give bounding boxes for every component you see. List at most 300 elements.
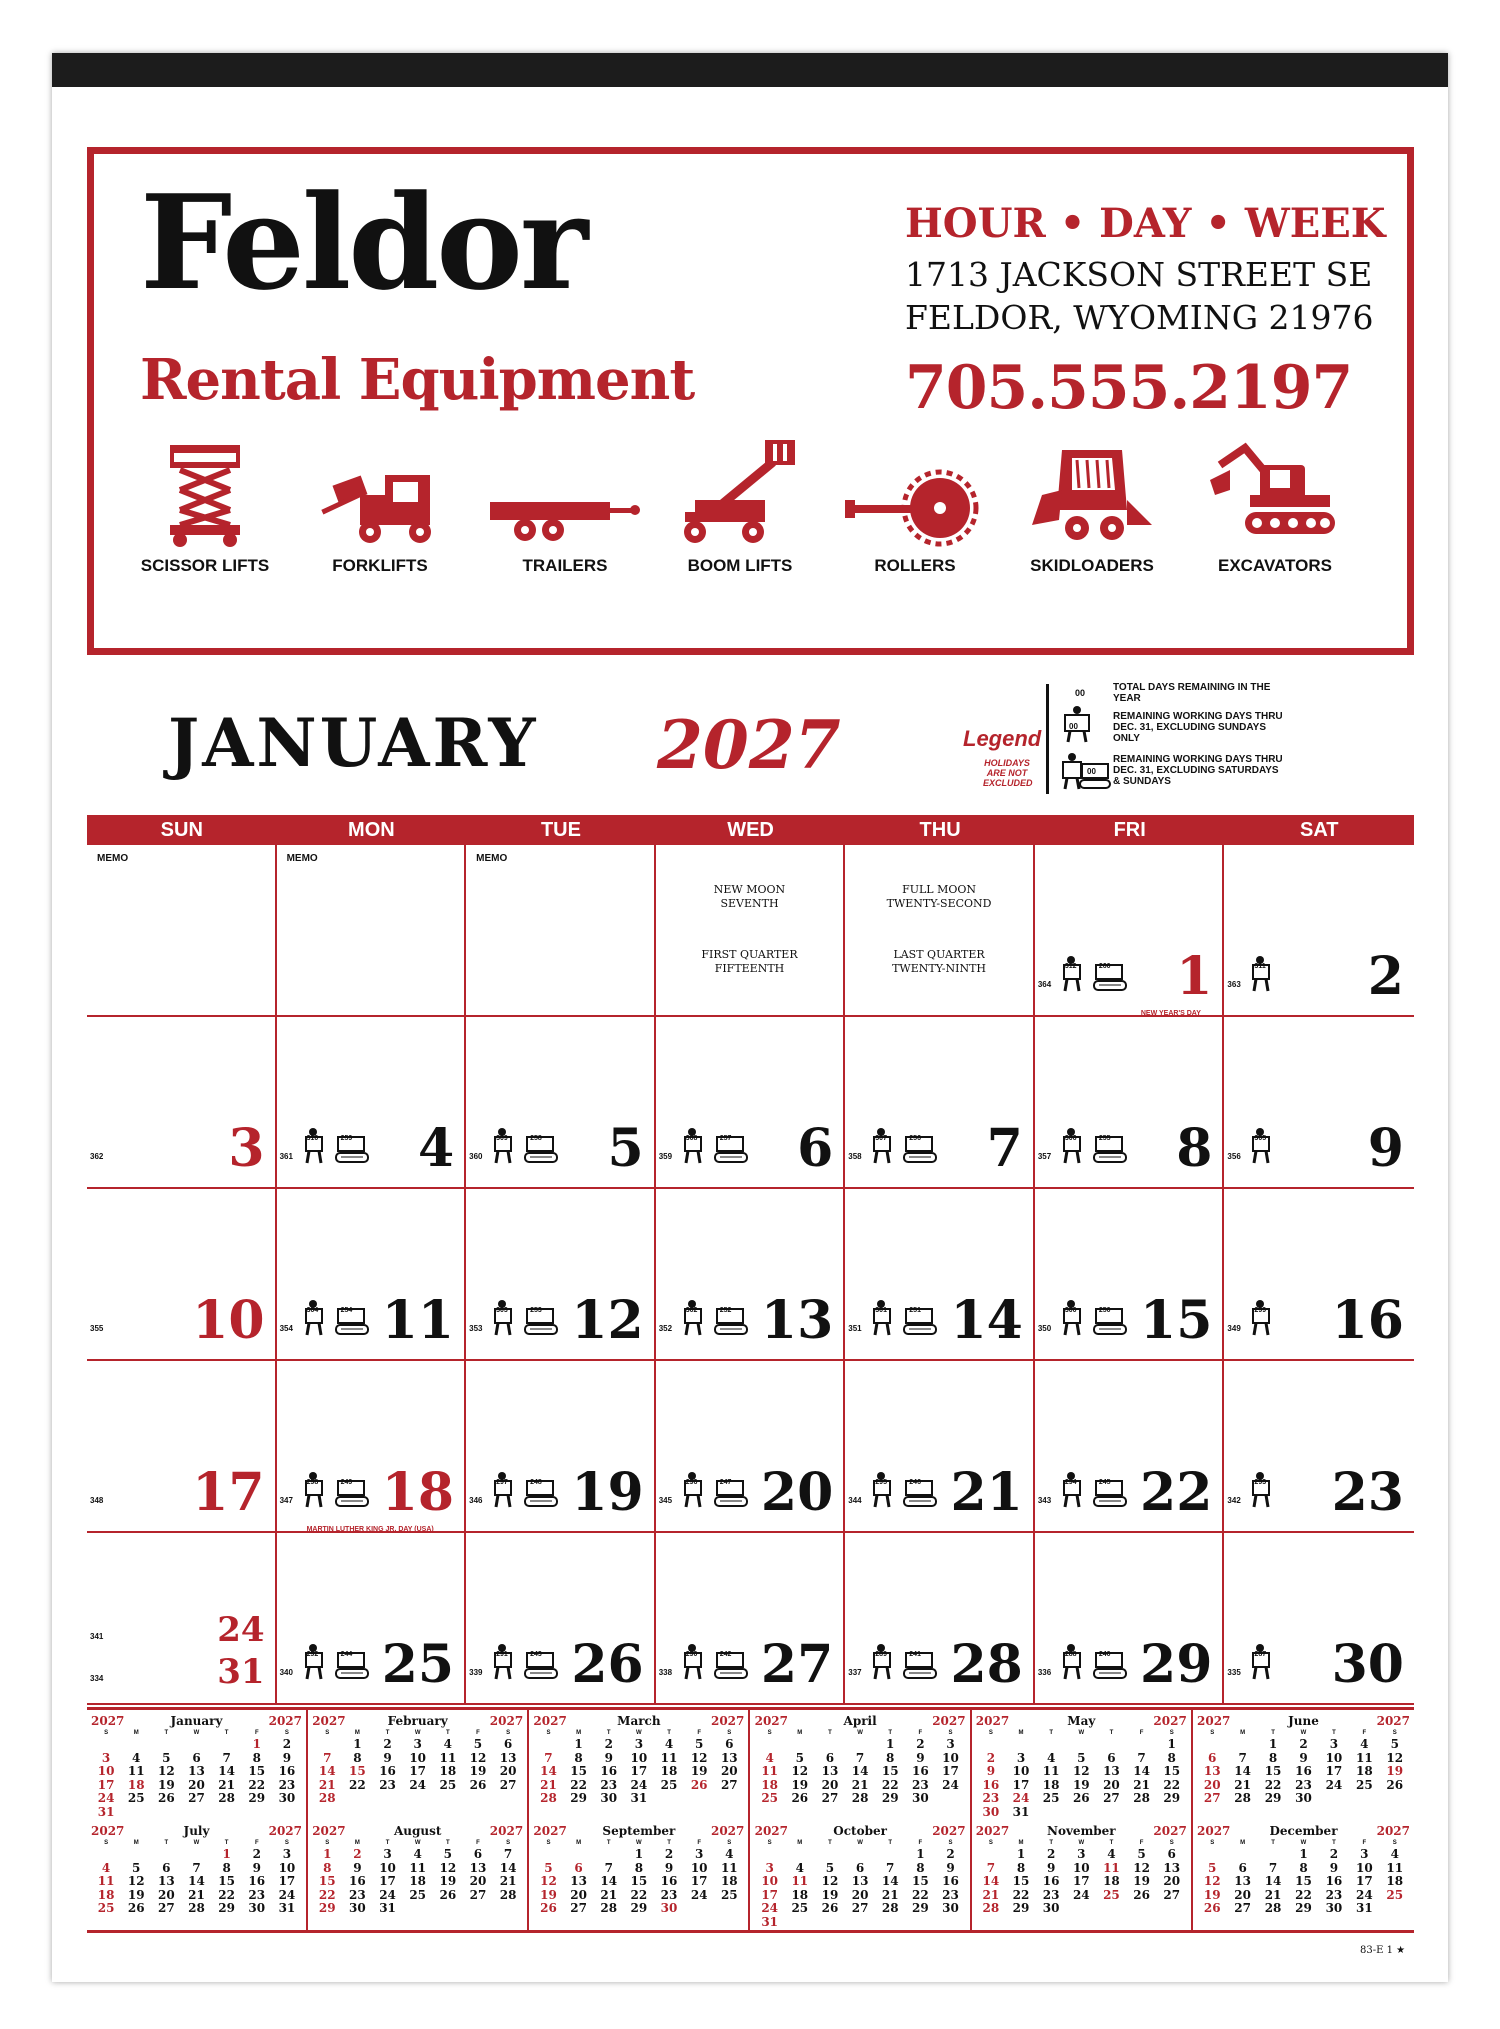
day-number: 6: [797, 1118, 834, 1179]
mini-day: 17: [1356, 1874, 1373, 1888]
mini-day: 10: [409, 1750, 427, 1765]
mini-day-grid: [533, 1738, 744, 1806]
mini-day: 2: [1329, 1847, 1339, 1861]
mini-day: 13: [1203, 1764, 1221, 1778]
days-remaining: 361: [279, 1152, 293, 1161]
mini-day: 17: [761, 1887, 779, 1902]
mini-day: 15: [218, 1874, 235, 1888]
scissor-lift-icon: [155, 440, 255, 550]
day-number: 18: [381, 1462, 455, 1523]
mini-year: 2027: [754, 1824, 788, 1838]
day-number: 10: [192, 1290, 265, 1351]
mini-day: 27: [570, 1901, 587, 1915]
equipment-label: SCISSOR LIFTS: [140, 556, 270, 575]
mini-day-blank: [755, 1738, 785, 1752]
mini-day: 10: [761, 1874, 779, 1888]
mini-day: 12: [469, 1750, 487, 1765]
mini-day: 24: [761, 1901, 779, 1915]
equipment-forklifts: [290, 440, 470, 576]
mini-weekday: T: [606, 1730, 611, 1736]
days-remaining: 334: [90, 1674, 104, 1683]
working-days-excl-weekend: 240: [1098, 1651, 1111, 1658]
mini-day: 28: [540, 1791, 557, 1805]
mini-month-header: [533, 1714, 744, 1728]
working-days-icon: [305, 1300, 369, 1341]
mini-day: 9: [664, 1860, 674, 1875]
mini-year: 2027: [1153, 1714, 1187, 1728]
mini-day-blank: [1197, 1848, 1227, 1862]
mini-day: 24: [1072, 1887, 1090, 1902]
brand-name: Feldor: [140, 166, 586, 319]
mini-day-blank: [181, 1848, 211, 1862]
mini-month-header: [755, 1714, 966, 1728]
mini-year: 2027: [1197, 1824, 1231, 1838]
mini-day: 7: [1268, 1860, 1278, 1875]
mini-day: 1: [634, 1847, 644, 1861]
mini-day-blank: [151, 1848, 181, 1862]
mini-month-header: [1197, 1824, 1410, 1838]
mini-weekday: F: [1139, 1840, 1144, 1846]
days-remaining: 337: [848, 1668, 862, 1677]
mini-year: 2027: [1153, 1824, 1187, 1838]
days-remaining: 348: [90, 1496, 104, 1505]
days-remaining: 345: [658, 1496, 673, 1505]
mini-day: 10: [379, 1860, 396, 1875]
mini-month-name: September: [602, 1824, 676, 1838]
mini-day-blank: [845, 1738, 875, 1752]
mini-year: 2027: [1376, 1824, 1410, 1838]
days-remaining: 343: [1037, 1496, 1052, 1505]
day-number: 3: [228, 1118, 265, 1179]
mini-day: 13: [469, 1860, 487, 1875]
mini-weekday: M: [354, 1840, 360, 1846]
day-number: 21: [950, 1462, 1023, 1523]
working-days-excl-weekend: 257: [719, 1135, 732, 1142]
day-cell: [845, 1189, 1035, 1361]
working-days-excl-sun: 305: [1254, 1135, 1267, 1142]
mini-day: 14: [1234, 1764, 1251, 1778]
mini-day-grid: [1197, 1738, 1410, 1806]
working-days-excl-sun: 292: [306, 1651, 319, 1658]
mini-day: 18: [1103, 1874, 1120, 1888]
mini-day: 13: [499, 1750, 517, 1765]
mini-day-grid: [755, 1848, 966, 1929]
mini-weekday: M: [1240, 1730, 1246, 1736]
mini-weekday: S: [284, 1730, 289, 1736]
mini-day: 29: [570, 1791, 587, 1805]
mini-day: 25: [97, 1901, 115, 1915]
mini-day: 20: [1163, 1874, 1181, 1888]
mini-day: 17: [942, 1764, 959, 1778]
mini-day: 24: [409, 1777, 427, 1792]
day-cell: [466, 845, 656, 1017]
mini-day: 5: [1137, 1847, 1146, 1861]
mini-weekday: W: [636, 1730, 642, 1736]
mini-day: 8: [353, 1750, 362, 1765]
mini-month-march: [529, 1710, 750, 1820]
mini-month-header: [976, 1824, 1187, 1838]
mini-day: 20: [851, 1887, 869, 1902]
mini-day: 22: [349, 1777, 366, 1792]
product-code: 83-E 1 ★: [1360, 1945, 1406, 1956]
mini-day: 6: [1107, 1750, 1116, 1765]
mini-day: 28: [1133, 1791, 1150, 1805]
mini-day: 19: [1386, 1764, 1404, 1778]
mini-day: 28: [218, 1791, 235, 1805]
mini-day: 9: [252, 1860, 261, 1875]
mini-day: 11: [97, 1874, 115, 1888]
mini-day: 23: [982, 1791, 1000, 1805]
working-days-excl-sun: 300: [1064, 1307, 1077, 1314]
mini-day: 26: [690, 1777, 708, 1792]
days-remaining: 344: [848, 1496, 862, 1505]
mini-weekday: T: [888, 1840, 893, 1846]
mini-weekday: F: [1362, 1730, 1367, 1736]
mini-day: 1: [1299, 1847, 1308, 1861]
mini-day-blank: [312, 1738, 342, 1752]
mini-day: 9: [282, 1750, 292, 1765]
mini-weekday: S: [1169, 1730, 1174, 1736]
mini-weekday-row: [755, 1730, 966, 1736]
mini-day: 6: [1167, 1847, 1176, 1861]
mini-day: 11: [660, 1750, 678, 1765]
mini-day: 6: [473, 1847, 483, 1861]
mini-day: 21: [1234, 1777, 1251, 1792]
mini-year: 2027: [312, 1824, 346, 1838]
days-remaining: 355: [90, 1324, 104, 1333]
mini-day: 25: [791, 1901, 809, 1915]
mini-day: 9: [916, 1750, 925, 1765]
mini-day: 13: [821, 1764, 839, 1778]
mini-day: 4: [795, 1860, 804, 1875]
mini-day: 26: [1386, 1777, 1404, 1792]
mini-month-header: [312, 1714, 523, 1728]
mini-weekday: S: [988, 1730, 993, 1736]
mini-weekday: M: [1018, 1730, 1024, 1736]
mini-day: 15: [248, 1764, 266, 1778]
mini-day: 11: [409, 1860, 427, 1875]
mini-weekday: T: [1109, 1730, 1114, 1736]
mini-day: 1: [222, 1847, 231, 1861]
mini-weekday: F: [1139, 1730, 1144, 1736]
day-number: 1: [1176, 946, 1213, 1007]
mini-day: 20: [570, 1887, 587, 1902]
mini-day: 1: [886, 1737, 895, 1751]
mini-day: 17: [278, 1874, 296, 1888]
equipment-scissor-lifts: [115, 440, 295, 576]
mini-day: 3: [413, 1737, 422, 1751]
mini-day: 4: [413, 1847, 422, 1861]
mini-day: 24: [630, 1777, 648, 1792]
day-cell: [277, 1361, 467, 1533]
mini-day: 12: [690, 1750, 708, 1765]
working-days-icon: [1063, 1128, 1127, 1169]
mini-month-header: [1197, 1714, 1410, 1728]
mini-day: 19: [540, 1887, 557, 1902]
mini-day: 16: [982, 1777, 1000, 1792]
mini-day: 24: [942, 1777, 959, 1792]
day-cell: [845, 845, 1035, 1017]
mini-day: 19: [1133, 1874, 1150, 1888]
working-days-excl-sun: 287: [1254, 1651, 1267, 1658]
mini-day: 22: [218, 1887, 235, 1902]
mini-day: 21: [600, 1887, 618, 1902]
mini-day: 15: [349, 1764, 366, 1778]
mini-day: 8: [634, 1860, 644, 1875]
working-days-icon: [494, 1300, 558, 1341]
mini-day: 17: [379, 1874, 396, 1888]
mini-weekday-row: [533, 1730, 744, 1736]
mini-day: 16: [248, 1874, 266, 1888]
working-days-excl-sun: 309: [496, 1135, 508, 1142]
weekday-fri: FRI: [1113, 819, 1146, 841]
mini-day: 18: [1042, 1777, 1060, 1792]
mini-day: 3: [282, 1847, 292, 1861]
mini-day: 28: [851, 1791, 869, 1805]
mini-day: 7: [1238, 1750, 1247, 1765]
mini-weekday: T: [606, 1840, 611, 1846]
mini-day: 14: [881, 1874, 899, 1888]
mini-weekday: T: [1271, 1730, 1275, 1736]
mini-day: 31: [97, 1804, 115, 1819]
memo-label: MEMO: [476, 853, 508, 864]
mini-day: 7: [323, 1750, 332, 1765]
legend-divider: [1046, 684, 1049, 794]
mini-weekday: T: [1271, 1840, 1275, 1846]
day-number: 11: [381, 1290, 455, 1351]
mini-month-header: [312, 1824, 523, 1838]
mini-day: 13: [851, 1874, 869, 1888]
weekday-sat: SAT: [1300, 819, 1339, 841]
mini-day-blank: [91, 1738, 121, 1752]
mini-weekday: M: [1018, 1840, 1024, 1846]
day-cell: [466, 1361, 656, 1533]
mini-day: 23: [912, 1777, 929, 1792]
mini-day-blank: [785, 1848, 815, 1862]
mini-day: 14: [982, 1874, 1000, 1888]
working-days-excl-sun: 311: [1254, 963, 1266, 970]
mini-weekday: S: [1169, 1840, 1174, 1846]
day-number: 13: [760, 1290, 834, 1351]
mini-day: 15: [881, 1764, 899, 1778]
mini-day: 24: [1356, 1887, 1373, 1902]
day-cell: [1224, 1361, 1414, 1533]
mini-day: 13: [1163, 1860, 1181, 1875]
mini-weekday: M: [354, 1730, 360, 1736]
mini-day: 16: [942, 1874, 959, 1888]
mini-day: 15: [630, 1874, 648, 1888]
mini-day: 4: [443, 1737, 452, 1751]
mini-day: 1: [1268, 1737, 1278, 1751]
mini-weekday: M: [133, 1730, 139, 1736]
mini-day: 7: [544, 1750, 553, 1765]
mini-day: 2: [916, 1737, 925, 1751]
mini-day-grid: [312, 1738, 523, 1806]
mini-day: 29: [1012, 1901, 1030, 1915]
month-grid: [87, 845, 1414, 1705]
working-days-excl-sun: 298: [306, 1479, 319, 1486]
mini-day: 15: [318, 1874, 336, 1888]
working-days-excl-weekend: 256: [909, 1135, 921, 1142]
mini-day: 3: [1360, 1847, 1369, 1861]
mini-day: 25: [761, 1791, 779, 1805]
working-days-icon: [684, 1128, 748, 1169]
mini-day: 26: [791, 1791, 809, 1805]
mini-day: 2: [252, 1847, 261, 1861]
mini-day: 5: [132, 1860, 141, 1875]
day-number: 4: [417, 1118, 455, 1179]
mini-day: 10: [690, 1860, 708, 1875]
mini-day: 24: [1325, 1777, 1343, 1792]
mini-day: 6: [192, 1750, 201, 1765]
working-days-excl-sun: 301: [875, 1307, 887, 1314]
mini-day-blank: [815, 1848, 845, 1862]
mini-day: 28: [188, 1901, 205, 1915]
mini-day: 24: [379, 1887, 396, 1902]
year-title: 2027: [657, 706, 841, 784]
mini-day: 8: [222, 1860, 231, 1875]
mini-month-february: [308, 1710, 529, 1820]
mini-month-may: [972, 1710, 1193, 1820]
mini-weekday: T: [888, 1730, 893, 1736]
working-days-excl-weekend: 251: [909, 1307, 921, 1314]
working-days-excl-weekend: 258: [530, 1135, 542, 1142]
mini-day: 22: [1264, 1777, 1282, 1792]
mini-day: 30: [660, 1901, 678, 1915]
mini-day: 14: [1264, 1874, 1282, 1888]
mini-day: 11: [1103, 1860, 1120, 1875]
mini-weekday: F: [697, 1840, 701, 1846]
mini-day: 10: [1325, 1750, 1343, 1765]
weekday-sun: SUN: [160, 819, 203, 841]
mini-day: 25: [1356, 1777, 1373, 1792]
day-number: 16: [1331, 1290, 1404, 1351]
mini-year: 2027: [932, 1714, 966, 1728]
mini-day: 7: [855, 1750, 865, 1765]
mini-day: 10: [1072, 1860, 1090, 1875]
mini-day: 9: [946, 1860, 955, 1875]
mini-weekday: W: [1300, 1840, 1307, 1846]
mini-day: 13: [1234, 1874, 1251, 1888]
mini-day: 15: [1295, 1874, 1312, 1888]
holiday-label: MARTIN LUTHER KING JR. DAY (USA): [306, 1526, 434, 1533]
mini-day: 26: [1072, 1791, 1090, 1805]
mini-day: 21: [188, 1887, 205, 1902]
mini-weekday: S: [1392, 1730, 1397, 1736]
mini-day: 18: [127, 1777, 145, 1792]
mini-day: 14: [1133, 1764, 1150, 1778]
mini-weekday: W: [857, 1840, 863, 1846]
mini-weekday: T: [828, 1730, 832, 1736]
mini-day: 9: [353, 1860, 362, 1875]
legend-sample-total: 00: [1075, 688, 1086, 698]
days-remaining: 341: [90, 1632, 104, 1641]
mini-day: 24: [1012, 1791, 1030, 1805]
mini-day-blank: [1197, 1738, 1227, 1752]
mini-day: 4: [1390, 1847, 1399, 1861]
working-days-excl-sun: 307: [875, 1135, 887, 1142]
phone-number: 705.555.2197: [905, 353, 1353, 423]
mini-day: 31: [278, 1901, 296, 1915]
mini-day: 15: [912, 1874, 929, 1888]
days-remaining: 336: [1037, 1668, 1052, 1677]
mini-day: 6: [1208, 1750, 1217, 1765]
mini-month-name: May: [1067, 1714, 1096, 1728]
mini-day: 19: [1203, 1887, 1221, 1902]
working-days-icon: [1063, 1300, 1127, 1341]
mini-day: 22: [318, 1887, 336, 1902]
mini-day: 12: [1072, 1764, 1090, 1778]
working-days-excl-weekend: 253: [530, 1307, 542, 1314]
mini-day: 18: [660, 1764, 678, 1778]
mini-day: 25: [720, 1887, 738, 1902]
mini-day: 10: [1012, 1764, 1030, 1778]
mini-day: 9: [986, 1764, 996, 1778]
moon-phase-text: LAST QUARTER: [893, 948, 985, 961]
mini-month-header: [533, 1824, 744, 1838]
mini-weekday: F: [918, 1840, 923, 1846]
mini-year: 2027: [1376, 1714, 1410, 1728]
mini-day: 20: [499, 1764, 517, 1778]
mini-day: 9: [1046, 1860, 1056, 1875]
working-days-excl-weekend: 260: [1098, 963, 1111, 970]
mini-day: 17: [630, 1764, 648, 1778]
mini-day: 20: [720, 1764, 738, 1778]
legend-text-weekends: REMAINING WORKING DAYS THRU DEC. 31, EXCLUDING SATURDAYS & SUNDAYS: [1113, 754, 1283, 787]
skidloader-icon: [1027, 440, 1157, 550]
mini-weekday: S: [767, 1730, 772, 1736]
mini-day: 23: [278, 1777, 296, 1792]
mini-year: 2027: [932, 1824, 966, 1838]
day-cell: [1035, 1017, 1225, 1189]
mini-day: 18: [439, 1764, 457, 1778]
mini-month-header: [976, 1714, 1187, 1728]
mini-day: 20: [1103, 1777, 1120, 1792]
mini-month-name: June: [1288, 1714, 1319, 1728]
mini-day: 29: [912, 1901, 929, 1915]
mini-day: 25: [127, 1791, 145, 1805]
mini-day: 14: [188, 1874, 205, 1888]
mini-day: 25: [660, 1777, 678, 1792]
mini-day: 7: [886, 1860, 895, 1875]
day-number: 2: [1367, 946, 1404, 1007]
mini-day: 31: [630, 1791, 648, 1805]
day-number: 22: [1140, 1462, 1213, 1523]
day-number: 20: [760, 1462, 834, 1523]
mini-day: 11: [1356, 1750, 1373, 1765]
days-remaining: 353: [469, 1324, 483, 1333]
days-remaining: 357: [1037, 1152, 1052, 1161]
working-days-icon: [305, 1128, 369, 1169]
days-remaining: 363: [1227, 980, 1241, 989]
mini-day: 1: [252, 1737, 261, 1751]
mini-day: 8: [1016, 1860, 1026, 1875]
days-remaining: 335: [1227, 1668, 1241, 1677]
mini-day: 18: [1356, 1764, 1373, 1778]
day-number: 29: [1140, 1634, 1213, 1695]
day-cell: [466, 1533, 656, 1705]
mini-weekday: T: [164, 1840, 169, 1846]
mini-day: 23: [1325, 1887, 1343, 1902]
mini-month-name: November: [1046, 1824, 1116, 1838]
day-number: 7: [986, 1118, 1023, 1179]
mini-day: 10: [1356, 1860, 1373, 1875]
mini-day: 5: [1208, 1860, 1217, 1875]
mini-day: 9: [1299, 1750, 1308, 1765]
day-number: 26: [571, 1634, 644, 1695]
day-cell: [277, 1189, 467, 1361]
mini-day: 13: [1103, 1764, 1120, 1778]
